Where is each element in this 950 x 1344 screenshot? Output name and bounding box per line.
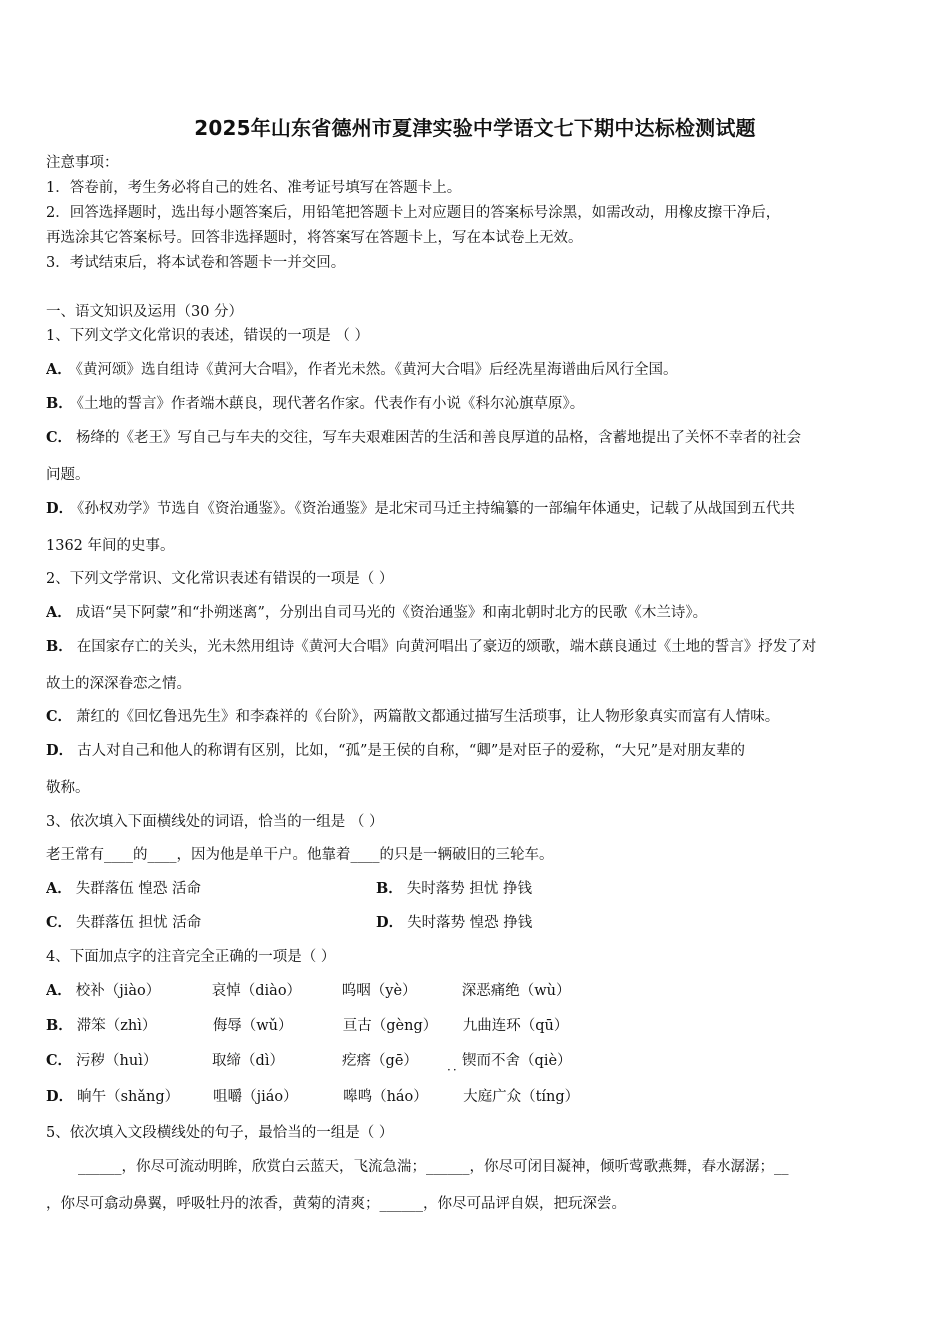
question-3-sentence: 老王常有____的____，因为他是单干户。他靠着____的只是一辆破旧的三轮车。 — [46, 847, 554, 863]
question-2-option-d — [46, 741, 910, 761]
question-3-option-d — [376, 915, 532, 931]
option-label: A． — [46, 604, 72, 621]
option-label: D． — [376, 914, 404, 931]
option-label: B． — [46, 1017, 73, 1034]
question-3-option-c — [46, 913, 376, 933]
pinyin-item: 嗥鸣（háo） — [343, 1089, 428, 1105]
pinyin-item: 呜咽（yè） — [341, 983, 417, 999]
pinyin-item: 哀悼（diào） — [211, 983, 302, 999]
option-text: 失群落伍 惶恐 活命 — [75, 881, 201, 897]
option-label: C． — [46, 914, 73, 931]
pinyin-item: 滞笨（zhì） — [76, 1018, 157, 1034]
pinyin-item: 九曲连环（qū） — [462, 1018, 569, 1034]
option-text: 《土地的誓言》作者端木蕻良，现代著名作家。代表作有小说《科尔沁旗草原》。 — [76, 396, 585, 412]
option-label: D． — [46, 1088, 74, 1105]
pinyin-item: 深恶痛绝（wù） — [461, 983, 571, 999]
option-label: C． — [46, 429, 73, 446]
option-text: 《孙权劝学》节选自《资治通鉴》。《资治通鉴》是北宋司马迁主持编纂的一部编年体通史，记载了从战国到五代共 — [77, 501, 795, 517]
emphasis-dots: ·· — [447, 1063, 459, 1077]
question-3-stem: 3、依次填入下面横线处的词语，恰当的一组是 （ ） — [46, 814, 384, 830]
page-title: 2025年山东省德州市夏津实验中学语文七下期中达标检测试题 — [194, 116, 756, 140]
option-label: A． — [46, 982, 72, 999]
question-1-option-d — [46, 499, 910, 519]
option-text: 成语“吴下阿蒙”和“扑朔迷离”，分别出自司马光的《资治通鉴》和南北朝时北方的民歌《木兰诗》。 — [75, 605, 708, 621]
question-1-option-c-cont: 问题。 — [46, 467, 90, 483]
option-label: C． — [46, 1052, 73, 1069]
pinyin-item: 咀嚼（jiáo） — [213, 1089, 298, 1105]
question-2-option-a — [46, 603, 910, 623]
pinyin-item: 亘古（gèng） — [342, 1018, 438, 1034]
option-label: D． — [46, 742, 74, 759]
question-4-option-b — [46, 1016, 910, 1036]
question-2-option-d-cont: 敬称。 — [46, 780, 90, 796]
question-3-option-b — [376, 881, 532, 897]
pinyin-item: 晌午（shǎng） — [77, 1089, 180, 1105]
notice-heading: 注意事项： — [46, 155, 119, 171]
notice-item-2-cont: 再选涂其它答案标号。回答非选择题时，将答案写在答题卡上，写在本试卷上无效。 — [46, 230, 583, 246]
option-label: C． — [46, 708, 73, 725]
option-text: 失时落势 惶恐 挣钱 — [407, 915, 533, 931]
option-text: 在国家存亡的关头，光未然用组诗《黄河大合唱》向黄河唱出了豪迈的颂歌，端木蕻良通过《土地的誓言》抒发了对 — [76, 639, 817, 655]
question-4-stem: 4、下面加点字的注音完全正确的一项是（ ） — [46, 949, 336, 965]
section-heading: 一、语文知识及运用（30 分） — [46, 304, 244, 320]
question-1-option-b — [46, 394, 910, 414]
question-5-passage-line-2: ，你尽可翕动鼻翼，呼吸牡丹的浓香，黄菊的清爽；______，你尽可品评自娱，把玩深尝。 — [46, 1196, 626, 1212]
option-text: 杨绛的《老王》写自己与车夫的交往，写车夫艰难困苦的生活和善良厚道的品格，含蓄地提出了关怀不幸者的社会 — [76, 430, 802, 446]
question-1-option-d-cont: 1362 年间的史事。 — [46, 538, 175, 554]
option-text: 古人对自己和他人的称谓有区别，比如，“孤”是王侯的自称，“卿”是对臣子的爱称，“大兄”是对朋友辈的 — [77, 743, 746, 759]
pinyin-item: 大庭广众（tíng） — [463, 1089, 580, 1105]
pinyin-item: 侮辱（wǔ） — [212, 1018, 293, 1034]
question-4-option-d — [46, 1087, 910, 1107]
question-3-option-a — [46, 879, 376, 899]
question-2-stem: 2、下列文学常识、文化常识表述有错误的一项是（ ） — [46, 571, 394, 587]
question-2-option-c — [46, 707, 910, 727]
question-2-option-b — [46, 637, 910, 657]
pinyin-item: 污秽（huì） — [76, 1053, 158, 1069]
pinyin-item: 校补（jiào） — [75, 983, 161, 999]
option-label: B． — [46, 638, 73, 655]
notice-item-1: 1．答卷前，考生务必将自己的姓名、准考证号填写在答题卡上。 — [46, 180, 462, 196]
option-text: 《黄河颂》选自组诗《黄河大合唱》，作者光未然。《黄河大合唱》后经冼星海谱曲后风行全国。 — [75, 362, 678, 378]
pinyin-item: 疙瘩（gē） — [342, 1053, 418, 1069]
option-text: 萧红的《回忆鲁迅先生》和李森祥的《台阶》，两篇散文都通过描写生活琐事，让人物形象真实而富有人情味。 — [76, 709, 780, 725]
option-label: B． — [376, 880, 403, 897]
question-4-option-a — [46, 981, 910, 1001]
option-text: 失时落势 担忧 挣钱 — [406, 881, 532, 897]
question-3-row-2 — [46, 913, 910, 933]
question-3-row-1 — [46, 879, 910, 899]
option-label: D． — [46, 500, 74, 517]
question-1-stem: 1、下列文学文化常识的表述，错误的一项是 （ ） — [46, 328, 369, 344]
question-1-option-a — [46, 360, 910, 380]
question-5-stem: 5、依次填入文段横线处的句子，最恰当的一组是（ ） — [46, 1125, 394, 1141]
question-5-passage-line-1: ______，你尽可流动明眸，欣赏白云蓝天，飞流急湍；______，你尽可闭目凝神，倾听莺歌燕舞，春水潺潺；__ — [78, 1159, 789, 1175]
option-label: A． — [46, 880, 72, 897]
question-4-option-c — [46, 1051, 910, 1071]
notice-item-3: 3．考试结束后，将本试卷和答题卡一并交回。 — [46, 255, 346, 271]
notice-item-2: 2．回答选择题时，选出每小题答案后，用铅笔把答题卡上对应题目的答案标号涂黑，如需改动，用橡皮擦干净后， — [46, 205, 781, 221]
pinyin-item: 取缔（dì） — [212, 1053, 284, 1069]
option-label: A． — [46, 361, 72, 378]
option-text: 失群落伍 担忧 活命 — [76, 915, 202, 931]
option-label: B． — [46, 395, 73, 412]
question-2-option-b-cont: 故土的深深眷恋之情。 — [46, 676, 191, 692]
question-1-option-c — [46, 428, 910, 448]
pinyin-item: 锲而不舍（qiè） — [462, 1053, 572, 1069]
